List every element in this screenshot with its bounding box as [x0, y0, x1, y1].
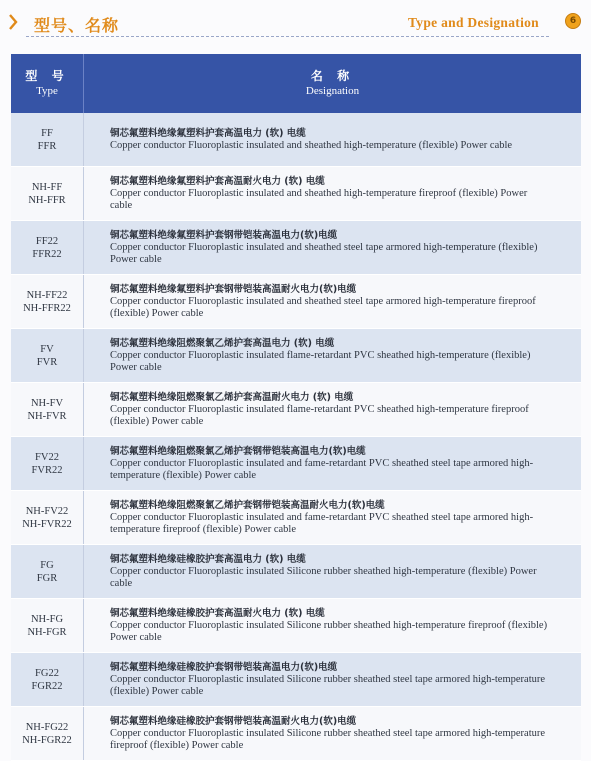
- model-code: FFR: [37, 140, 57, 152]
- designation-cell: [84, 275, 581, 328]
- designation-en: Copper conductor Fluoroplastic insulated and sheathed high-temperature fireproof (flexible) Power cable: [110, 187, 528, 211]
- designation-cell: [84, 113, 581, 166]
- designation-cell: [84, 437, 581, 490]
- model-code: NH-FV22: [25, 505, 69, 517]
- chevron-right-icon: [8, 14, 18, 30]
- model-cell: [11, 545, 84, 598]
- table-row: [11, 275, 581, 329]
- designation-cell: [84, 653, 581, 706]
- designation-cell: [84, 707, 581, 760]
- designation-en: Copper conductor Fluoroplastic insulated and fame-retardant PVC sheathed steel tape armored high-temperature (flexible) Power cable: [110, 457, 534, 481]
- model-code: FGR: [36, 572, 58, 584]
- designation-en: Copper conductor Fluoroplastic insulated flame-retardant PVC sheathed high-temperature fireproof (flexible) Power cable: [110, 403, 529, 427]
- designation-cn: 铜芯氟塑料绝缘阻燃聚氯乙烯护套钢带铠装高温电力(软)电缆: [110, 445, 366, 457]
- designation-en: Copper conductor Fluoroplastic insulated flame-retardant PVC sheathed high-temperature (flexible) Power cable: [110, 349, 531, 373]
- designation-cn: 铜芯氟塑料绝缘氟塑料护套钢带铠装高温耐火电力(软)电缆: [110, 283, 357, 295]
- designation-cn: 铜芯氟塑料绝缘阻燃聚氯乙烯护套高温耐火电力 (软) 电缆: [110, 391, 354, 403]
- designation-en: Copper conductor Fluoroplastic insulated Silicone rubber sheathed steel tape armored high-temperature fireproof (flexible) Power cable: [110, 727, 546, 751]
- header-designation-cn: 名 称: [310, 69, 355, 83]
- model-code: NH-FV: [30, 397, 64, 409]
- page-header: [0, 0, 591, 46]
- model-cell: [11, 437, 84, 490]
- section-title-cn: 型号、名称: [34, 16, 120, 35]
- designation-cell: [84, 167, 581, 220]
- model-code: NH-FGR22: [22, 734, 72, 746]
- header-designation-en: Designation: [305, 85, 360, 97]
- designation-en: Copper conductor Fluoroplastic insulated and sheathed steel tape armored high-temperature (flexible) Power cable: [110, 241, 538, 265]
- model-cell: [11, 329, 84, 382]
- header-divider: [26, 36, 549, 37]
- table-row: [11, 707, 581, 761]
- designation-cn: 铜芯氟塑料绝缘硅橡胶护套高温电力 (软) 电缆: [110, 553, 306, 565]
- table-row: [11, 383, 581, 437]
- model-code: NH-FFR22: [23, 302, 71, 314]
- model-cell: [11, 167, 84, 220]
- model-code: FV: [40, 343, 54, 355]
- model-code: NH-FF: [31, 181, 63, 193]
- model-code: FF: [41, 127, 53, 139]
- table-body: [11, 113, 581, 761]
- designation-cn: 铜芯氟塑料绝缘氟塑料护套钢带铠装高温电力(软)电缆: [110, 229, 338, 241]
- model-cell: [11, 383, 84, 436]
- header-type-column: [11, 54, 84, 113]
- designation-cn: 铜芯氟塑料绝缘阻燃聚氯乙烯护套高温电力 (软) 电缆: [110, 337, 335, 349]
- type-designation-table: [11, 54, 581, 761]
- model-code: FFR22: [32, 248, 62, 260]
- table-row: [11, 491, 581, 545]
- table-row: [11, 221, 581, 275]
- model-cell: [11, 221, 84, 274]
- model-cell: [11, 275, 84, 328]
- model-cell: [11, 599, 84, 652]
- model-code: NH-FVR22: [22, 518, 72, 530]
- section-title-en: Type and Designation: [407, 15, 539, 30]
- table-row: [11, 113, 581, 167]
- model-cell: [11, 113, 84, 166]
- table-row: [11, 599, 581, 653]
- designation-cell: [84, 221, 581, 274]
- model-code: FVR22: [31, 464, 63, 476]
- model-cell: [11, 653, 84, 706]
- designation-cell: [84, 383, 581, 436]
- model-cell: [11, 707, 84, 760]
- model-code: NH-FVR: [27, 410, 67, 422]
- model-code: NH-FFR: [28, 194, 66, 206]
- table-row: [11, 545, 581, 599]
- designation-cn: 铜芯氟塑料绝缘硅橡胶护套钢带铠装高温耐火电力(软)电缆: [110, 715, 357, 727]
- model-cell: [11, 491, 84, 544]
- table-row: [11, 437, 581, 491]
- designation-en: Copper conductor Fluoroplastic insulated Silicone rubber sheathed high-temperature (flexible) Power cable: [110, 565, 537, 589]
- designation-cn: 铜芯氟塑料绝缘阻燃聚氯乙烯护套钢带铠装高温耐火电力(软)电缆: [110, 499, 385, 511]
- table-header: [11, 54, 581, 113]
- designation-cn: 铜芯氟塑料绝缘硅橡胶护套钢带铠装高温电力(软)电缆: [110, 661, 338, 673]
- designation-cn: 铜芯氟塑料绝缘硅橡胶护套高温耐火电力 (软) 电缆: [110, 607, 325, 619]
- designation-en: Copper conductor Fluoroplastic insulated Silicone rubber sheathed high-temperature fireproof (flexible) Power cable: [110, 619, 548, 643]
- designation-cn: 铜芯氟塑料绝缘氟塑料护套高温耐火电力 (软) 电缆: [110, 175, 325, 187]
- designation-cell: [84, 491, 581, 544]
- header-type-en: Type: [36, 85, 58, 97]
- designation-en: Copper conductor Fluoroplastic insulated and sheathed steel tape armored high-temperature fireproof (flexible) Power cable: [110, 295, 536, 319]
- model-code: NH-FG: [30, 613, 64, 625]
- designation-en: Copper conductor Fluoroplastic insulated Silicone rubber sheathed steel tape armored high-temperature (flexible) Power cable: [110, 673, 546, 697]
- designation-cell: [84, 329, 581, 382]
- header-type-cn: 型 号: [25, 69, 69, 83]
- designation-en: Copper conductor Fluoroplastic insulated and fame-retardant PVC sheathed steel tape armored high-temperature fireproof (flexible) Power cable: [110, 511, 534, 535]
- table-row: [11, 329, 581, 383]
- designation-cn: 铜芯氟塑料绝缘氟塑料护套高温电力 (软) 电缆: [110, 127, 306, 139]
- table-row: [11, 653, 581, 707]
- model-code: NH-FGR: [27, 626, 67, 638]
- model-code: FV22: [35, 451, 59, 463]
- header-designation-column: [84, 54, 581, 113]
- model-code: NH-FF22: [26, 289, 68, 301]
- page-number-badge: 6: [565, 13, 581, 29]
- designation-cell: [84, 545, 581, 598]
- model-code: FG: [40, 559, 54, 571]
- model-code: NH-FG22: [25, 721, 69, 733]
- model-code: FG22: [35, 667, 59, 679]
- designation-en: Copper conductor Fluoroplastic insulated and sheathed high-temperature (flexible) Power cable: [110, 139, 513, 151]
- model-code: FGR22: [31, 680, 63, 692]
- model-code: FF22: [35, 235, 59, 247]
- table-row: [11, 167, 581, 221]
- model-code: FVR: [36, 356, 58, 368]
- designation-cell: [84, 599, 581, 652]
